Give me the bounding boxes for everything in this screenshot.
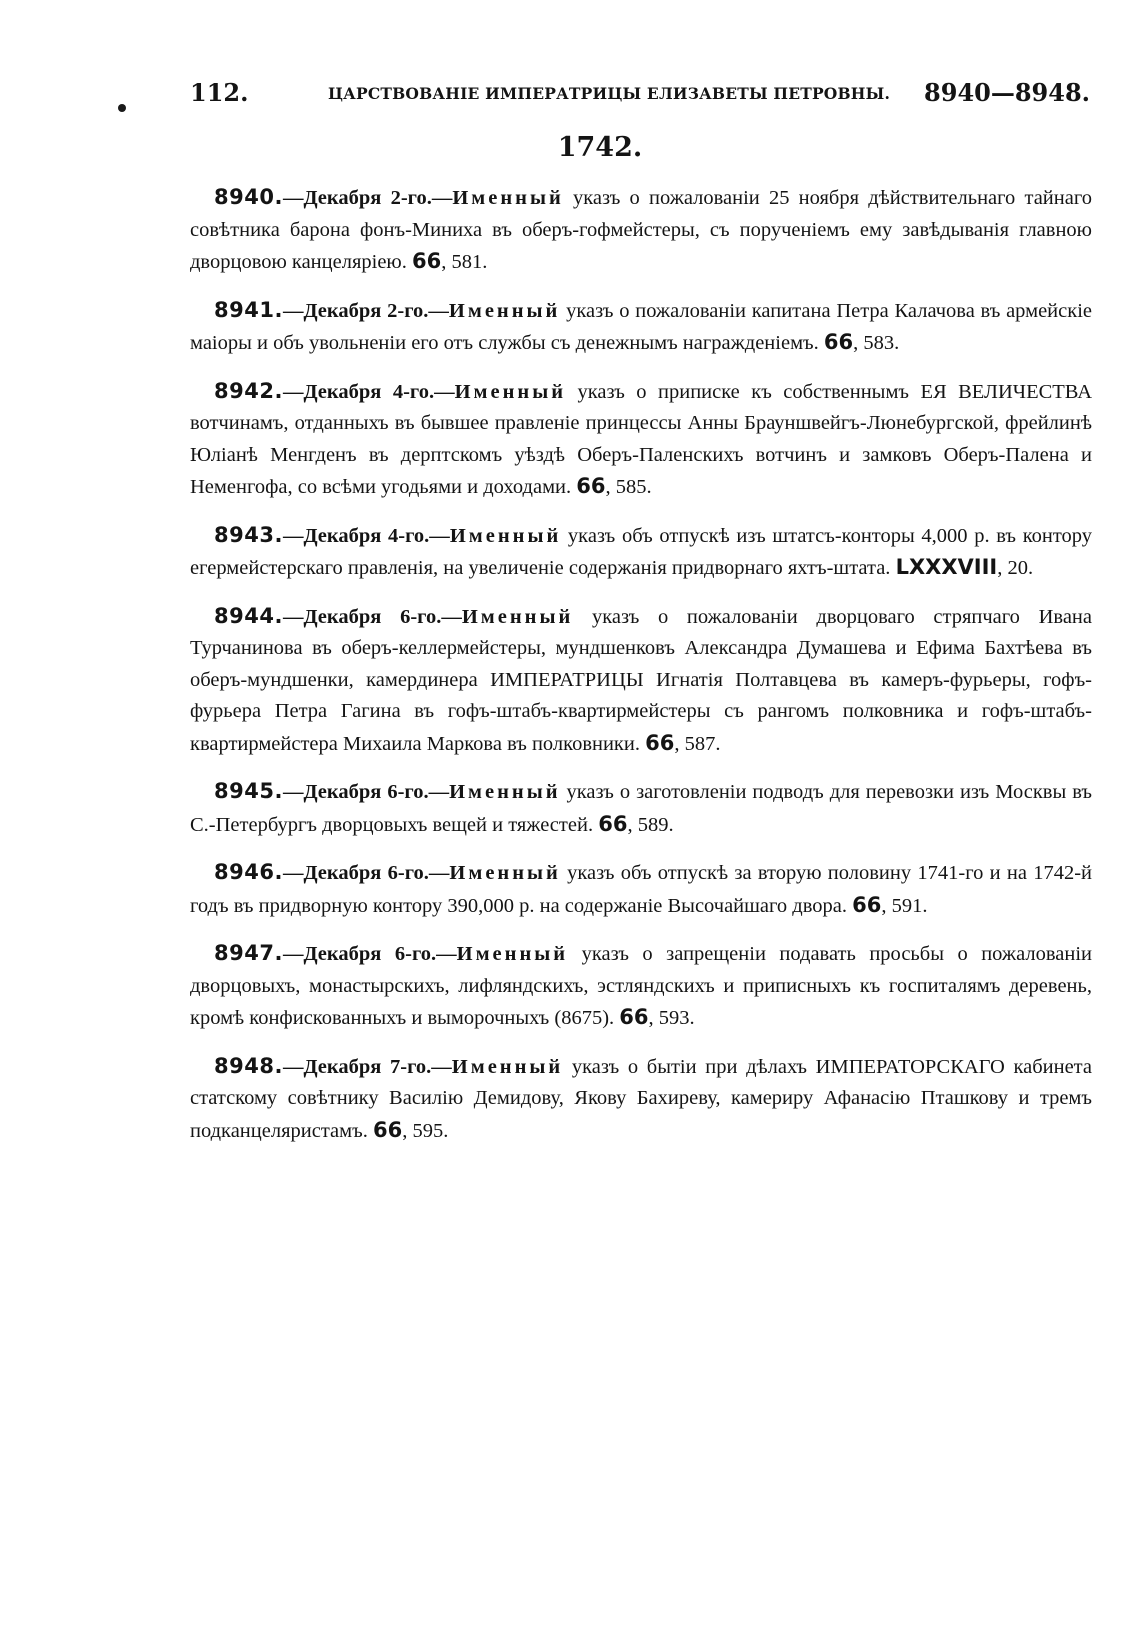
entry-date: —Декабря 6-го.— bbox=[282, 605, 462, 628]
entry-page: , 583. bbox=[853, 332, 900, 354]
entry-range: 8940—8948. bbox=[924, 78, 1090, 107]
entry-body: указъ о заготовленіи подводъ для перевозки изъ Москвы въ С.-Петербургъ дворцовыхъ вещей и тяжестей. bbox=[190, 781, 1092, 836]
entry-kind: Именный bbox=[456, 943, 569, 965]
entry-body: указъ о пожалованіи капитана Петра Калачова въ армейскіе маіоры и объ увольненіи его отъ службы съ денежнымъ награжденіемъ. bbox=[190, 299, 1093, 354]
entry-page: , 581. bbox=[441, 251, 488, 273]
entry-body: указъ о приписке къ собственнымъ ЕЯ ВЕЛИЧЕСТВА вотчинамъ, отданныхъ въ бывшее правленіе принцессы Анны Брауншвейгъ-Люнебургской, фрейлинѣ Юліанѣ Менгденъ въ дерптскомъ уѣздѣ Оберъ-Паленскихъ вотчинъ и замковъ Оберъ-Палена и Неменгофа, со всѣми угодьями и доходами. bbox=[190, 380, 1092, 498]
entry-body: указъ о пожалованіи дворцоваго стряпчаго Ивана Турчанинова въ оберъ-келлермейстеры, мундшенковъ Александра Думашева и Ефима Бахтѣева въ оберъ-мундшенки, камердинера ИМПЕРАТРИЦЫ Игнатія Полтавцева въ камеръ-фурьеры, гофъ-фурьера Петра Гагина въ гофъ-штабъ-квартирмейстеры съ рангомъ полковника и гофъ-штабъ-квартирмейстера Михаила Маркова въ полковники. bbox=[190, 605, 1092, 755]
entry-date: —Декабря 2-го.— bbox=[282, 187, 453, 209]
entry-kind: Именный bbox=[451, 1055, 564, 1078]
entry bbox=[190, 938, 1092, 1035]
page-header bbox=[190, 78, 1090, 112]
entry-kind: Именный bbox=[449, 862, 561, 884]
running-title: ЦАРСТВОВАНІЕ ИМПЕРАТРИЦЫ ЕЛИЗАВЕТЫ ПЕТРОВНЫ. bbox=[328, 84, 891, 103]
entry-date: —Декабря 6-го.— bbox=[282, 862, 450, 884]
entry-number: 8946. bbox=[214, 860, 283, 884]
entry-number: 8945. bbox=[214, 779, 283, 803]
entry bbox=[190, 520, 1092, 585]
entry-kind: Именный bbox=[449, 781, 561, 803]
entry-date: —Декабря 6-го.— bbox=[282, 943, 457, 965]
entry bbox=[190, 182, 1092, 279]
entry-kind: Именный bbox=[449, 524, 562, 547]
entry bbox=[190, 376, 1092, 504]
entry-volume: 66 bbox=[576, 474, 606, 498]
entry-number: 8940. bbox=[214, 185, 283, 209]
entry-kind: Именный bbox=[448, 299, 561, 322]
entry-number: 8942. bbox=[214, 378, 283, 403]
entry-volume: LXXXVIII bbox=[895, 555, 998, 579]
entry-volume: 66 bbox=[619, 1005, 649, 1029]
entry bbox=[190, 857, 1092, 922]
entry-volume: 66 bbox=[598, 811, 628, 836]
page-number: 112. bbox=[190, 78, 249, 107]
entry-body: указъ о запрещеніи подавать просьбы о пожалованіи дворцовыхъ, монастырскихъ, лифляндскихъ, эстляндскихъ и приписныхъ къ госпиталямъ деревень, кромѣ конфискованныхъ и выморочныхъ (8675). bbox=[190, 943, 1092, 1029]
entry-volume: 66 bbox=[823, 330, 854, 354]
entries-list bbox=[190, 182, 1092, 1163]
entry-page: , 587. bbox=[674, 732, 721, 755]
entry-date: —Декабря 2-го.— bbox=[282, 299, 449, 322]
entry-volume: 66 bbox=[372, 1117, 403, 1142]
entry-number: 8944. bbox=[214, 603, 283, 628]
entry-kind: Именный bbox=[452, 187, 564, 209]
year-heading: 1742. bbox=[557, 132, 643, 163]
entry-volume: 66 bbox=[411, 249, 442, 273]
entry-page: , 20. bbox=[997, 557, 1034, 579]
entry bbox=[190, 776, 1092, 841]
entry-page: , 593. bbox=[648, 1007, 695, 1029]
entry-page: , 595. bbox=[402, 1119, 449, 1142]
entry bbox=[190, 1051, 1092, 1148]
entry bbox=[190, 601, 1092, 761]
entry-volume: 66 bbox=[852, 892, 882, 917]
entry-number: 8941. bbox=[214, 297, 283, 322]
entry-body: указъ объ отпускѣ изъ штатсъ-конторы 4,000 р. въ контору егермейстерскаго правленія, на увеличеніе содержанія придворнаго яхтъ-штата. bbox=[190, 524, 1093, 579]
entry-kind: Именный bbox=[461, 605, 574, 628]
entry-number: 8948. bbox=[214, 1053, 283, 1078]
entry-page: , 589. bbox=[627, 813, 674, 836]
entry-date: —Декабря 4-го.— bbox=[282, 380, 455, 403]
entry-body: указъ о бытіи при дѣлахъ ИМПЕРАТОРСКАГО кабинета статскому совѣтнику Василію Демидову, Якову Бахиреву, камериру Афанасію Пташкову и тремъ подканцеляристамъ. bbox=[190, 1055, 1092, 1142]
entry-date: —Декабря 6-го.— bbox=[282, 781, 450, 803]
entry-date: —Декабря 4-го.— bbox=[282, 524, 450, 547]
entry-page: , 585. bbox=[605, 476, 652, 498]
entry-body: указъ о пожалованіи 25 ноября дѣйствительнаго тайнаго совѣтника барона фонъ-Миниха въ оберъ-гофмейстеры, съ порученіемъ ему завѣдыванія главною дворцовою канцеляріею. bbox=[190, 187, 1092, 273]
entry-volume: 66 bbox=[645, 730, 675, 755]
entry-number: 8943. bbox=[214, 522, 283, 547]
entry-number: 8947. bbox=[214, 941, 283, 965]
entry-page: , 591. bbox=[881, 894, 928, 917]
margin-dot bbox=[118, 104, 126, 112]
entry-date: —Декабря 7-го.— bbox=[282, 1055, 452, 1078]
entry-body: указъ объ отпускѣ за вторую половину 1741-го и на 1742-й годъ въ придворную контору 390,000 р. на содержаніе Высочайшаго двора. bbox=[190, 862, 1092, 917]
entry-kind: Именный bbox=[454, 380, 567, 403]
entry bbox=[190, 295, 1092, 360]
